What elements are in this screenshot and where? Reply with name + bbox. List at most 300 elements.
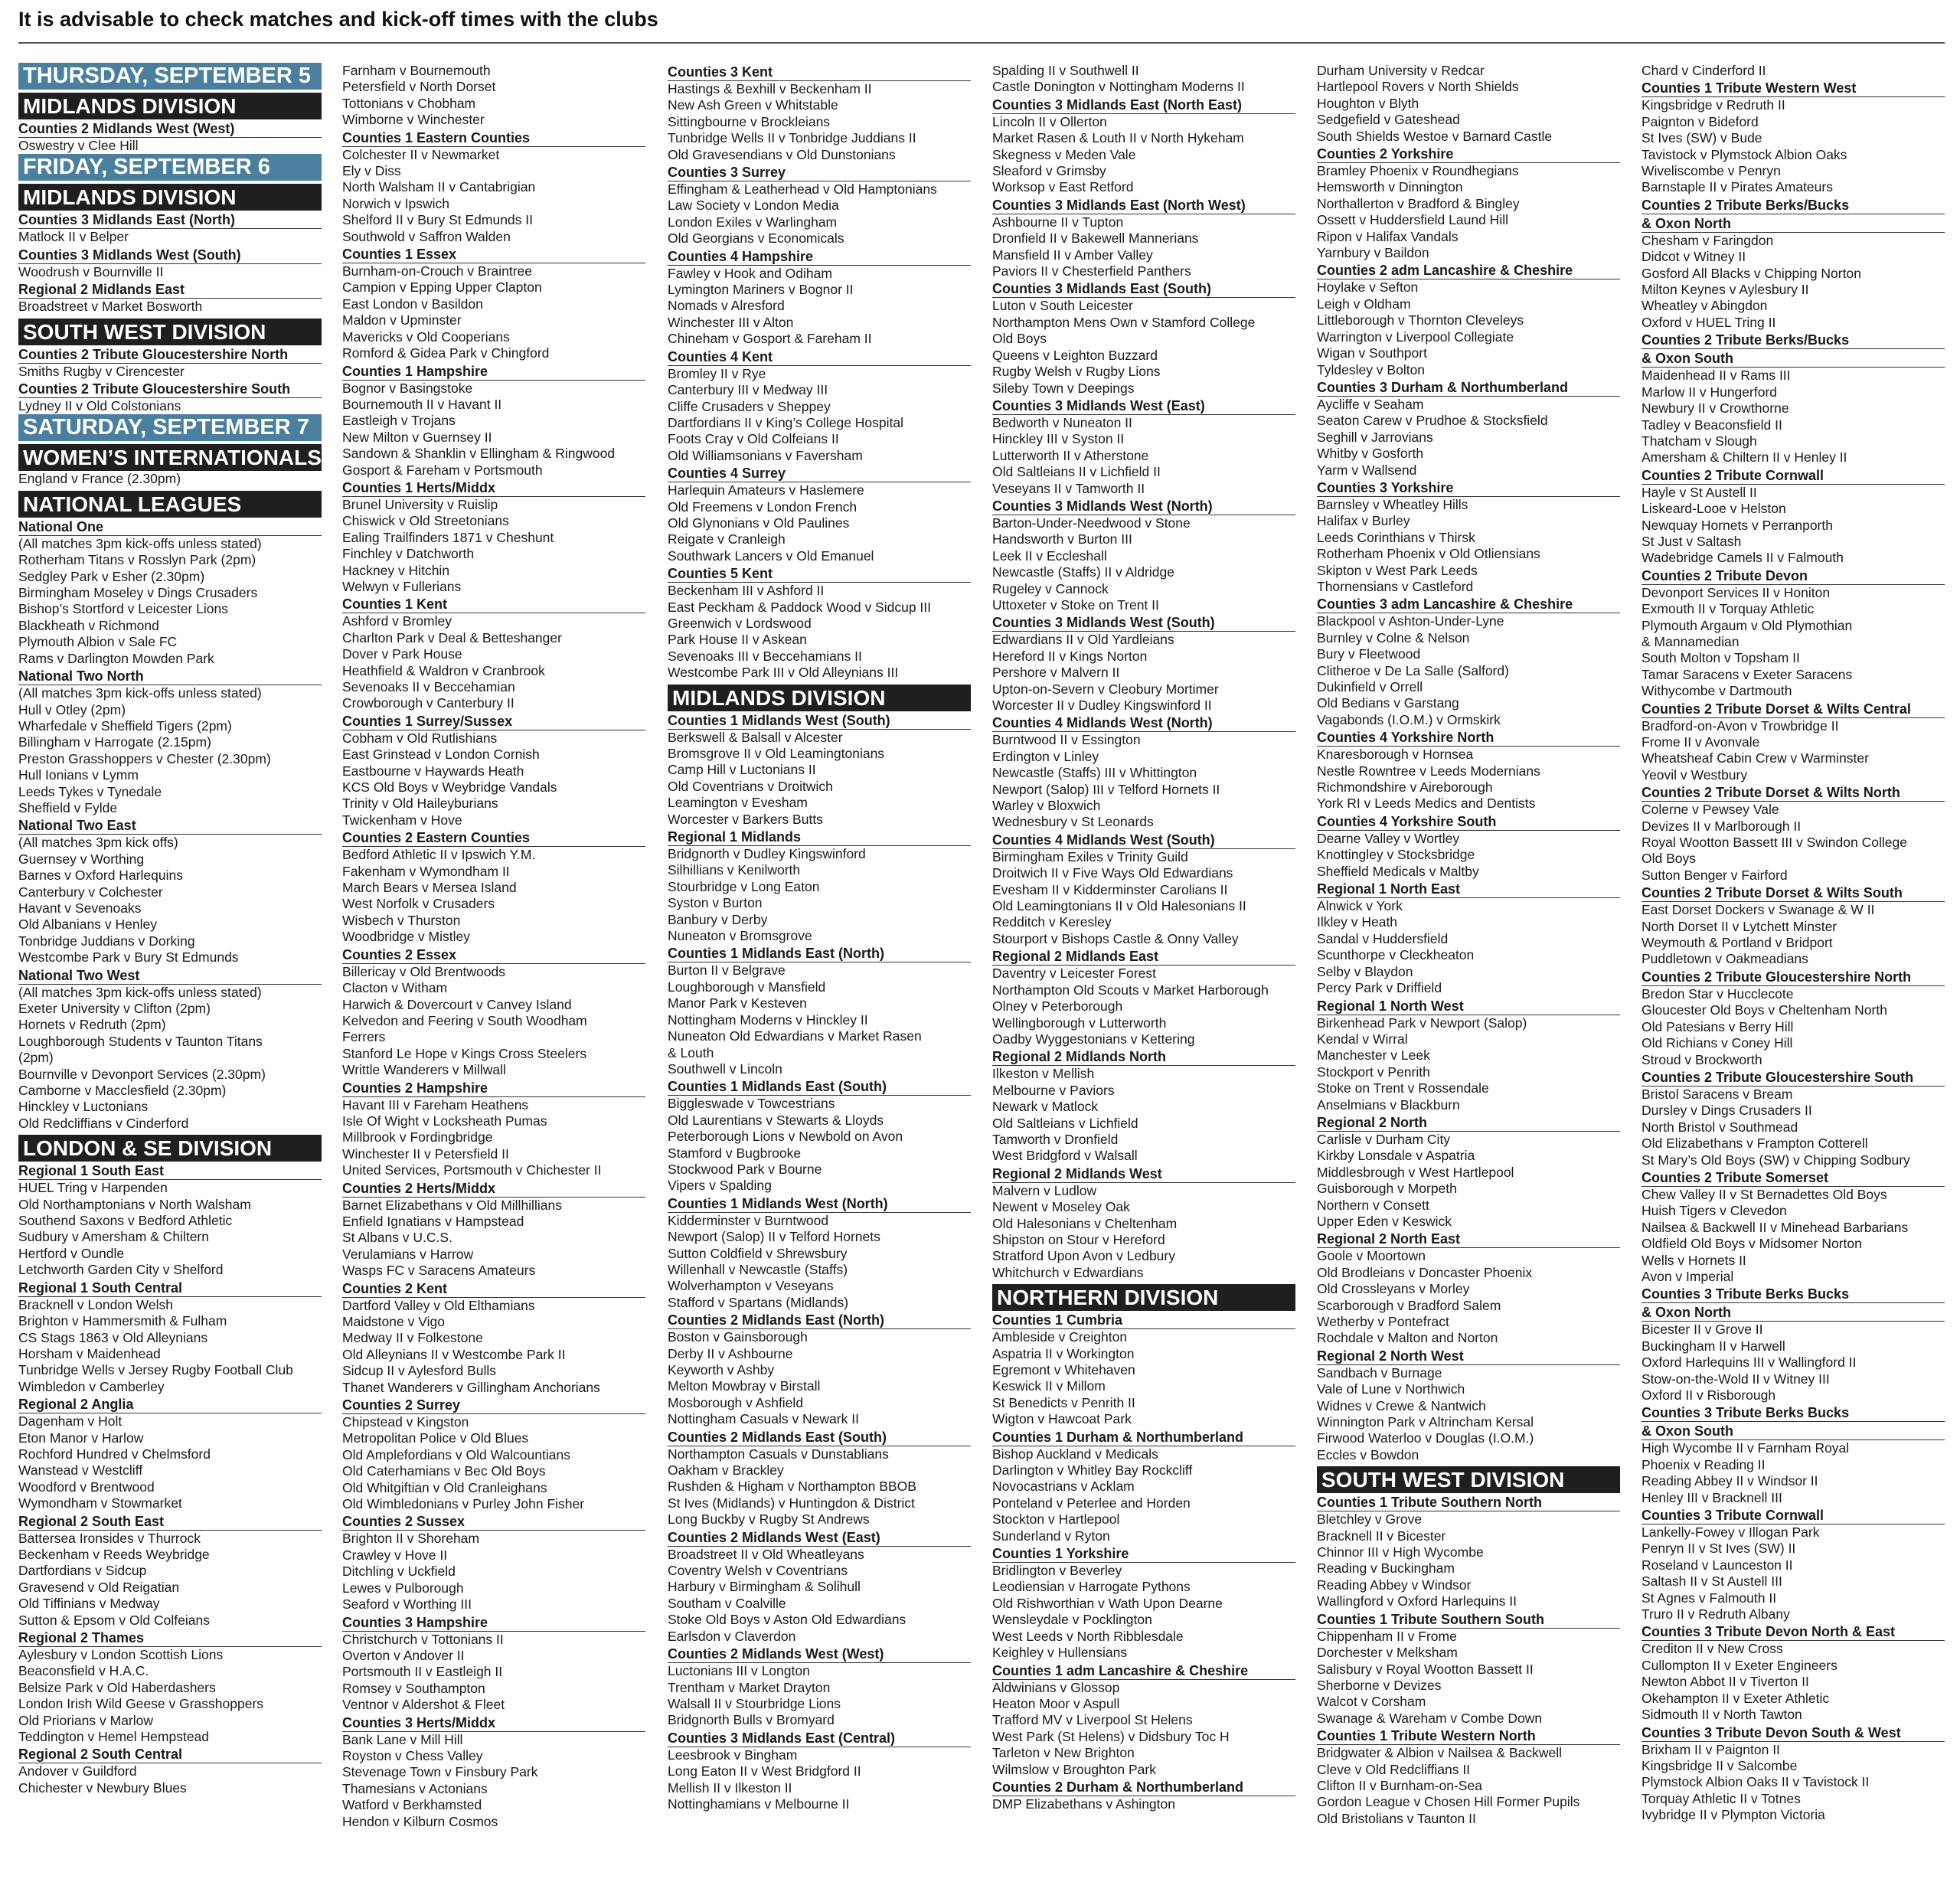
fixture-line: Whitchurch v Edwardians: [992, 1264, 1144, 1280]
fixture-line: Romsey v Southampton: [342, 1680, 485, 1696]
fixture-line: Old Alleynians II v Westcombe Park II: [342, 1346, 566, 1362]
fixture-line: Loughborough Students v Taunton Titans: [18, 1033, 263, 1049]
fixture-line: Kelvedon and Feering v South Woodham: [342, 1012, 587, 1028]
fixture-line: Nomads v Alresford: [668, 298, 785, 314]
fixtures-column-1: [18, 63, 322, 1874]
fixture-line: Puddletown v Oakmeadians: [1642, 951, 1808, 967]
fixture-line: Oswestry v Clee Hill: [18, 138, 139, 153]
fixture-line: Banbury v Derby: [668, 911, 768, 927]
fixture-line: Ilkley v Heath: [1317, 914, 1398, 930]
competition-heading: Counties 1 Midlands East (South): [668, 1079, 971, 1096]
fixture-line: Luctonians III v Longton: [668, 1663, 810, 1679]
fixture-line: Harbury v Birmingham & Solihull: [668, 1579, 861, 1595]
fixture-line: Keyworth v Ashby: [668, 1362, 775, 1377]
fixture-line: Rochdale v Malton and Norton: [1317, 1330, 1498, 1346]
fixture-line: Cobham v Old Rutlishians: [342, 730, 498, 746]
fixture-line: Amersham & Chiltern II v Henley II: [1642, 449, 1847, 466]
competition-heading: National Two West: [18, 968, 322, 985]
fixture-line: Tyldesley v Bolton: [1317, 361, 1426, 377]
fixture-line: Sutton & Epsom v Old Colfeians: [18, 1612, 210, 1628]
fixture-line: Paignton v Bideford: [1642, 113, 1759, 129]
fixture-line: Dartfordians v Sidcup: [18, 1563, 147, 1579]
competition-heading: Counties 1 Tribute Southern North: [1317, 1495, 1620, 1511]
fixture-line: Colchester II v Newmarket: [342, 146, 500, 162]
fixture-line: Droitwich II v Five Ways Old Edwardians: [992, 865, 1233, 881]
fixture-line: Sandown & Shanklin v Ellingham & Ringwood: [342, 446, 616, 462]
fixture-line: Goole v Moortown: [1317, 1248, 1426, 1264]
fixture-line: Southam v Coalville: [668, 1595, 786, 1611]
fixture-line: Maidenhead II v Rams III: [1642, 368, 1791, 384]
fixture-line: Novocastrians v Acklam: [992, 1479, 1135, 1495]
competition-heading: Counties 2 Tribute Somerset: [1642, 1170, 1945, 1187]
fixture-line: Law Society v London Media: [668, 198, 839, 214]
fixture-line: Trentham v Market Drayton: [668, 1679, 831, 1695]
fixture-line: Beckenham v Reeds Weybridge: [18, 1546, 210, 1562]
fixture-line: Stanford Le Hope v Kings Cross Steelers: [342, 1045, 587, 1061]
fixture-line: Halifax v Burley: [1317, 513, 1410, 529]
fixture-line: Farnham v Bournemouth: [342, 63, 491, 78]
fixture-line: Melbourne v Paviors: [992, 1082, 1115, 1098]
fixture-line: Wasps FC v Saracens Amateurs: [342, 1263, 536, 1279]
fixture-line: Upper Eden v Keswick: [1317, 1213, 1452, 1229]
fixture-line: Chipstead v Kingston: [342, 1414, 469, 1430]
fixture-line: London Exiles v Warlingham: [668, 214, 838, 230]
fixture-line: Ventnor v Aldershot & Fleet: [342, 1697, 505, 1713]
division-banner: LONDON & SE DIVISION: [18, 1135, 322, 1162]
fixture-line: Winchester III v Alton: [668, 314, 794, 330]
fixture-line: Oxford v HUEL Tring II: [1642, 314, 1776, 330]
fixture-line: Clitheroe v De La Salle (Salford): [1317, 662, 1509, 678]
fixture-line: Newport (Salop) II v Telford Hornets: [668, 1229, 880, 1245]
fixture-line: Broadstreet II v Old Wheatleyans: [668, 1546, 864, 1562]
fixture-line: Old Bedians v Garstang: [1317, 695, 1459, 711]
fixture-line: Isle Of Wight v Locksheath Pumas: [342, 1113, 547, 1129]
fixture-line: Sudbury v Amersham & Chiltern: [18, 1229, 209, 1245]
fixture-line: Bristol Saracens v Bream: [1642, 1086, 1793, 1102]
fixture-line: Smiths Rugby v Cirencester: [18, 363, 185, 379]
fixture-line: Southwell v Lincoln: [668, 1060, 782, 1077]
fixture-line: Barnsley v Wheatley Hills: [1317, 496, 1468, 512]
competition-heading: Counties 3 Durham & Northumberland: [1317, 380, 1620, 397]
fixture-line: London Irish Wild Geese v Grasshoppers: [18, 1696, 264, 1712]
fixture-line: Lincoln II v Ollerton: [992, 113, 1107, 129]
division-banner: MIDLANDS DIVISION: [668, 685, 971, 711]
fixture-line: Saltash II v St Austell III: [1642, 1573, 1782, 1590]
fixture-line: Heaton Moor v Aspull: [992, 1695, 1120, 1711]
competition-heading: Counties 1 Surrey/Sussex: [342, 714, 645, 730]
fixture-line: North Bristol v Southmead: [1642, 1119, 1798, 1135]
fixture-line: Redditch v Keresley: [992, 914, 1112, 930]
fixture-line: New Ash Green v Whitstable: [668, 97, 838, 113]
fixture-line: Bank Lane v Mill Hill: [342, 1731, 463, 1747]
fixture-line: England v France (2.30pm): [18, 471, 181, 487]
fixture-line: Chineham v Gosport & Fareham II: [668, 331, 872, 347]
fixture-line: Old Williamsonians v Faversham: [668, 447, 863, 463]
competition-heading: Counties 3 Midlands East (North): [18, 212, 322, 229]
fixture-line: Southwark Lancers v Old Emanuel: [668, 547, 874, 564]
fixture-line: Derby II v Ashbourne: [668, 1345, 793, 1361]
fixture-line: Charlton Park v Deal & Betteshanger: [342, 629, 562, 645]
fixture-line: Heathfield & Waldron v Cranbrook: [342, 662, 545, 678]
fixture-line: Uttoxeter v Stoke on Trent II: [992, 596, 1159, 613]
fixture-line: Greenwich v Lordswood: [668, 615, 812, 631]
competition-heading: & Oxon South: [1642, 351, 1945, 368]
competition-heading: Counties 2 Yorkshire: [1317, 146, 1620, 163]
fixture-line: Stockton v Hartlepool: [992, 1511, 1120, 1528]
fixture-line: Camborne v Macclesfield (2.30pm): [18, 1083, 227, 1099]
fixture-line: Beckenham III v Ashford II: [668, 583, 825, 599]
fixture-line: Bedford Athletic II v Ipswich Y.M.: [342, 847, 536, 863]
competition-heading: Counties 1 Cumbria: [992, 1312, 1295, 1329]
fixture-line: Plymouth Argaum v Old Plymothian: [1642, 617, 1853, 633]
fixture-line: North Walsham II v Cantabrigian: [342, 179, 536, 195]
fixture-line: Letchworth Garden City v Shelford: [18, 1262, 224, 1278]
fixture-line: Royston v Chess Valley: [342, 1747, 483, 1763]
fixture-line: Spalding II v Southwell II: [992, 63, 1139, 78]
competition-heading: Counties 1 Tribute Southern South: [1317, 1612, 1620, 1629]
fixture-line: Upton-on-Severn v Cleobury Mortimer: [992, 681, 1219, 697]
fixture-line: Old Boys: [1642, 851, 1696, 867]
fixture-line: Bridlington v Beverley: [992, 1563, 1122, 1579]
fixture-line: Paviors II v Chesterfield Panthers: [992, 263, 1191, 279]
fixture-line: Northallerton v Bradford & Bingley: [1317, 195, 1520, 211]
fixture-line: Bridgnorth Bulls v Bromyard: [668, 1712, 835, 1728]
fixture-line: Bedworth v Nuneaton II: [992, 414, 1132, 430]
fixture-line: Cleve v Old Redcliffians II: [1317, 1761, 1471, 1777]
fixture-line: Old Crossleyans v Morley: [1317, 1281, 1470, 1297]
fixture-line: Andover v Guildford: [18, 1763, 137, 1779]
fixture-line: Reigate v Cranleigh: [668, 531, 786, 547]
fixture-line: Market Rasen & Louth II v North Hykeham: [992, 130, 1244, 146]
competition-heading: Regional 2 Midlands East: [992, 949, 1295, 966]
fixture-line: Nottinghamians v Melbourne II: [668, 1796, 850, 1812]
fixture-line: West Norfolk v Crusaders: [342, 896, 495, 912]
fixture-line: Ponteland v Peterlee and Horden: [992, 1495, 1191, 1511]
fixture-line: Wheatsheaf Cabin Crew v Warminster: [1642, 750, 1869, 766]
fixture-line: Newark v Matlock: [992, 1099, 1099, 1115]
fixture-line: Crowborough v Canterbury II: [342, 695, 514, 711]
competition-heading: National Two East: [18, 818, 322, 835]
fixture-line: Wymondham v Stowmarket: [18, 1495, 182, 1511]
fixture-line: Yarnbury v Baildon: [1317, 245, 1429, 261]
fixture-line: Salisbury v Royal Wootton Bassett II: [1317, 1661, 1534, 1677]
fixture-line: Daventry v Leicester Forest: [992, 966, 1156, 982]
fixture-line: Vale of Lune v Northwich: [1317, 1381, 1465, 1397]
fixture-line: Blackheath v Richmond: [18, 617, 159, 633]
competition-heading: Counties 1 Durham & Northumberland: [992, 1430, 1295, 1446]
fixture-line: Trinity v Old Haileyburians: [342, 796, 498, 812]
fixture-line: Hemsworth v Dinnington: [1317, 179, 1463, 195]
competition-heading: Counties 2 Surrey: [342, 1397, 645, 1414]
division-banner: SOUTH WEST DIVISION: [18, 319, 322, 345]
fixture-line: Malvern v Ludlow: [992, 1182, 1097, 1198]
fixture-line: Chard v Cinderford II: [1642, 63, 1766, 78]
competition-heading: Regional 2 Midlands North: [992, 1049, 1295, 1066]
competition-heading: Counties 4 Yorkshire North: [1317, 730, 1620, 747]
fixture-line: Tarleton v New Brighton: [992, 1745, 1135, 1761]
fixture-line: Kingsbridge v Redruth II: [1642, 97, 1785, 113]
fixture-line: Bracknell v London Welsh: [18, 1296, 174, 1312]
fixture-line: Keighley v Hullensians: [992, 1645, 1128, 1661]
fixture-line: Stourport v Bishops Castle & Onny Valley: [992, 930, 1239, 946]
fixture-line: Finchley v Datchworth: [342, 546, 475, 562]
fixture-line: Bournville v Devonport Services (2.30pm): [18, 1066, 266, 1082]
fixture-line: Gosport & Fareham v Portsmouth: [342, 462, 543, 478]
competition-heading: Counties 4 Midlands West (North): [992, 715, 1295, 732]
fixture-line: Stamford v Bugbrooke: [668, 1145, 802, 1161]
fixture-line: Ealing Trailfinders 1871 v Cheshunt: [342, 529, 554, 545]
fixtures-column-5: [1317, 63, 1620, 1874]
fixture-line: Silhillians v Kenilworth: [668, 862, 801, 878]
competition-heading: Counties 3 Tribute Devon South & West: [1642, 1725, 1945, 1742]
fixture-line: Newent v Moseley Oak: [992, 1199, 1130, 1215]
fixture-line: Harlequin Amateurs v Haslemere: [668, 482, 864, 498]
fixture-line: Metropolitan Police v Old Blues: [342, 1430, 529, 1446]
fixture-line: Peterborough Lions v Newbold on Avon: [668, 1129, 903, 1145]
fixture-line: Aylesbury v London Scottish Lions: [18, 1647, 224, 1662]
fixture-line: Durham University v Redcar: [1317, 63, 1485, 78]
competition-heading: Counties 2 Tribute Dorset & Wilts South: [1642, 885, 1945, 902]
fixture-line: Park House II v Askean: [668, 632, 807, 648]
competition-heading: Counties 2 Tribute Gloucestershire South: [1642, 1070, 1945, 1087]
fixture-line: Sandbach v Burnage: [1317, 1364, 1442, 1381]
competition-heading: Counties 2 Hampshire: [342, 1080, 645, 1097]
fixture-line: Cliffe Crusaders v Sheppey: [668, 398, 831, 414]
fixture-line: Dagenham v Holt: [18, 1413, 122, 1430]
fixture-line: Egremont v Whitehaven: [992, 1362, 1135, 1377]
fixture-line: Rugby Welsh v Rugby Lions: [992, 364, 1161, 380]
fixture-line: Sevenoaks II v Beccehamian: [342, 679, 515, 694]
fixture-line: Leamington v Evesham: [668, 795, 808, 811]
fixture-line: Colerne v Pewsey Vale: [1642, 802, 1779, 818]
fixture-line: Sutton Coldfield v Shrewsbury: [668, 1245, 848, 1261]
fixture-line: Nuneaton Old Edwardians v Market Rasen: [668, 1028, 922, 1044]
competition-heading: Regional 2 North East: [1317, 1231, 1620, 1248]
fixture-line: Effingham & Leatherhead v Old Hamptonians: [668, 181, 937, 198]
fixture-line: Old Amplefordians v Old Walcountians: [342, 1446, 570, 1462]
fixture-line: Clacton v Witham: [342, 980, 448, 996]
fixture-line: Billingham v Harrogate (2.15pm): [18, 734, 211, 750]
division-banner: NORTHERN DIVISION: [992, 1284, 1295, 1311]
fixture-line: Old Bristolians v Taunton II: [1317, 1810, 1476, 1826]
fixture-line: Yeovil v Westbury: [1642, 766, 1748, 783]
fixture-line: Liskeard-Looe v Helston: [1642, 501, 1786, 517]
fixture-line: Bletchley v Grove: [1317, 1511, 1423, 1528]
fixture-line: North Dorset II v Lytchett Minster: [1642, 918, 1838, 934]
fixture-line: Christchurch v Tottonians II: [342, 1631, 504, 1647]
fixture-line: Hackney v Hitchin: [342, 562, 450, 578]
fixture-line: Vagabonds (I.O.M.) v Ormskirk: [1317, 711, 1501, 727]
fixture-line: Walcot v Corsham: [1317, 1694, 1426, 1710]
fixture-line: Old Glynonians v Old Paulines: [668, 515, 850, 531]
competition-heading: Counties 2 Kent: [342, 1281, 645, 1298]
fixture-line: Overton v Andover II: [342, 1647, 465, 1663]
fixture-line: Skipton v West Park Leeds: [1317, 562, 1478, 578]
header-rule: [18, 42, 1945, 44]
fixture-line: Rams v Darlington Mowden Park: [18, 650, 214, 666]
fixture-line: Walsall II v Stourbridge Lions: [668, 1695, 841, 1711]
fixture-line: Bishop Auckland v Medicals: [992, 1446, 1158, 1462]
fixture-line: Old Elizabethans v Frampton Cotterell: [1642, 1136, 1868, 1152]
fixture-line: Brighton II v Shoreham: [342, 1531, 479, 1547]
fixture-line: Reading Abbey II v Windsor II: [1642, 1473, 1818, 1489]
fixture-line: New Milton v Guernsey II: [342, 429, 492, 445]
competition-heading: Counties 2 Tribute Dorset & Wilts Central: [1642, 701, 1945, 718]
competition-heading: Counties 3 Midlands West (South): [18, 247, 322, 264]
division-banner: WOMEN’S INTERNATIONALS: [18, 444, 322, 471]
fixture-line: Wadebridge Camels II v Falmouth: [1642, 550, 1844, 566]
fixture-line: St Ives (Midlands) v Huntingdon & District: [668, 1495, 915, 1511]
fixture-line: Sheffield v Fylde: [18, 799, 118, 815]
fixture-line: Wigton v Hawcoat Park: [992, 1411, 1132, 1427]
fixture-line: Old Coventrians v Droitwich: [668, 778, 833, 794]
fixture-line: Stourbridge v Long Eaton: [668, 878, 820, 894]
fixture-line: Veseyans II v Tamworth II: [992, 480, 1145, 496]
fixture-line: Norwich v Ipswich: [342, 195, 450, 211]
fixture-line: Sunderland v Ryton: [992, 1528, 1110, 1544]
competition-heading: Counties 3 Midlands East (South): [992, 281, 1295, 298]
fixture-line: Portsmouth II v Eastleigh II: [342, 1664, 503, 1680]
fixtures-column-6: [1642, 63, 1945, 1874]
fixture-line: Aycliffe v Seaham: [1317, 396, 1424, 412]
fixture-line: Worksop v East Retford: [992, 179, 1134, 195]
division-banner: MIDLANDS DIVISION: [18, 184, 322, 211]
fixture-line: Exeter University v Clifton (2pm): [18, 1001, 211, 1016]
fixture-line: Ferrers: [342, 1029, 386, 1045]
competition-heading: Counties 2 Tribute Dorset & Wilts North: [1642, 785, 1945, 802]
fixture-line: Sittingbourne v Brockleians: [668, 113, 831, 129]
competition-heading: Counties 4 Hampshire: [668, 249, 971, 266]
fixture-line: Hereford II v Kings Norton: [992, 648, 1148, 664]
fixture-line: Old Leamingtonians II v Old Halesonians II: [992, 898, 1246, 914]
competition-heading: Counties 3 adm Lancashire & Cheshire: [1317, 596, 1620, 613]
competition-heading: Counties 1 Midlands East (North): [668, 946, 971, 962]
fixture-line: Hayle v St Austell II: [1642, 484, 1757, 500]
competition-heading: Regional 2 North West: [1317, 1348, 1620, 1365]
fixture-line: Phoenix v Reading II: [1642, 1456, 1766, 1472]
competition-heading: Counties 5 Kent: [668, 566, 971, 583]
competition-heading: Counties 3 Kent: [668, 64, 971, 81]
date-banner: FRIDAY, SEPTEMBER 6: [18, 154, 322, 181]
fixture-line: Matlock II v Belper: [18, 229, 129, 245]
fixture-line: Bramley Phoenix v Roundhegians: [1317, 163, 1519, 179]
fixture-line: & Louth: [668, 1044, 714, 1060]
competition-heading: Counties 2 Tribute Gloucestershire North: [18, 347, 322, 364]
fixture-line: Battersea Ironsides v Thurrock: [18, 1530, 201, 1546]
fixture-line: Wigan v Southport: [1317, 345, 1427, 361]
date-banner: THURSDAY, SEPTEMBER 5: [18, 63, 322, 90]
competition-heading: Counties 1 Kent: [342, 596, 645, 613]
fixture-line: Bracknell II v Bicester: [1317, 1528, 1446, 1544]
fixture-line: Welwyn v Fullerians: [342, 578, 462, 594]
fixture-line: Nottingham Casuals v Newark II: [668, 1411, 859, 1427]
fixture-line: Shipston on Stour v Hereford: [992, 1231, 1165, 1247]
fixture-line: Wimborne v Winchester: [342, 112, 485, 128]
fixture-line: Melton Mowbray v Birstall: [668, 1378, 821, 1394]
competition-heading: Counties 3 Midlands East (North West): [992, 198, 1295, 214]
fixture-line: Woodrush v Bournville II: [18, 263, 164, 279]
fixture-line: Darlington v Whitley Bay Rockcliff: [992, 1462, 1193, 1479]
competition-heading: Counties 2 Tribute Devon: [1642, 568, 1945, 585]
fixture-line: Hertford v Oundle: [18, 1245, 125, 1261]
fixture-line: Newbury II v Crowthorne: [1642, 400, 1789, 417]
fixture-line: West Park (St Helens) v Didsbury Toc H: [992, 1728, 1230, 1744]
fixture-line: Keswick II v Millom: [992, 1378, 1106, 1394]
fixture-line: Chiswick v Old Streetonians: [342, 513, 509, 529]
fixture-line: York RI v Leeds Medics and Dentists: [1317, 796, 1536, 812]
competition-heading: Counties 3 Hampshire: [342, 1615, 645, 1632]
fixture-line: Dukinfield v Orrell: [1317, 679, 1423, 694]
fixture-line: Horsham v Maidenhead: [18, 1345, 161, 1361]
fixture-line: Chichester v Newbury Blues: [18, 1779, 187, 1796]
fixture-line: Tamworth v Dronfield: [992, 1131, 1119, 1147]
fixture-line: Burnley v Colne & Nelson: [1317, 629, 1470, 645]
fixture-line: West Leeds v North Ribblesdale: [992, 1628, 1184, 1644]
fixture-line: Withycombe v Dartmouth: [1642, 683, 1792, 699]
fixture-line: Northampton Casuals v Dunstablians: [668, 1446, 889, 1462]
competition-heading: Counties 2 Midlands East (South): [668, 1430, 971, 1446]
fixture-line: & Mannamedian: [1642, 633, 1740, 649]
fixture-line: Didcot v Witney II: [1642, 249, 1746, 265]
fixture-line: Weymouth & Portland v Bridport: [1642, 935, 1833, 951]
fixture-line: (All matches 3pm kick-offs unless stated): [18, 535, 262, 551]
fixture-line: Burnham-on-Crouch v Braintree: [342, 263, 533, 279]
fixture-line: Newcastle (Staffs) II v Aldridge: [992, 564, 1174, 580]
fixture-line: Leek II v Eccleshall: [992, 547, 1107, 564]
fixture-line: (All matches 3pm kick-offs unless stated): [18, 685, 262, 701]
fixture-line: Guisborough v Morpeth: [1317, 1181, 1457, 1197]
fixture-line: Old Gravesendians v Old Dunstonians: [668, 146, 896, 162]
fixture-line: Woodbridge v Mistley: [342, 929, 470, 945]
fixture-line: Sileby Town v Deepings: [992, 380, 1135, 396]
fixture-line: Lydney II v Old Colstonians: [18, 398, 181, 414]
fixture-line: Vipers v Spalding: [668, 1178, 772, 1194]
page-headline: It is advisable to check matches and kick-off times with the clubs: [18, 8, 658, 31]
competition-heading: Counties 2 Sussex: [342, 1514, 645, 1531]
fixture-line: Birkenhead Park v Newport (Salop): [1317, 1015, 1527, 1031]
fixture-line: Anselmians v Blackburn: [1317, 1096, 1460, 1113]
fixture-line: Newton Abbot II v Tiverton II: [1642, 1674, 1809, 1690]
fixture-line: Bradford-on-Avon v Trowbridge II: [1642, 717, 1839, 734]
competition-heading: Counties 3 Midlands West (North): [992, 498, 1295, 515]
fixture-line: Stockwood Park v Bourne: [668, 1161, 822, 1177]
fixture-line: Lewes v Pulborough: [342, 1580, 464, 1596]
fixture-line: Gravesend v Old Reigatian: [18, 1579, 180, 1595]
fixture-line: Stoke Old Boys v Aston Old Edwardians: [668, 1612, 906, 1628]
fixture-line: Mavericks v Old Cooperians: [342, 328, 510, 345]
fixture-line: Mosborough v Ashfield: [668, 1394, 804, 1410]
fixture-line: Richmondshire v Aireborough: [1317, 779, 1493, 796]
fixture-line: Maidstone v Vigo: [342, 1314, 445, 1329]
fixture-line: Old Whitgiftian v Old Cranleighans: [342, 1479, 547, 1495]
fixture-line: Old Wimbledonians v Purley John Fisher: [342, 1496, 585, 1512]
fixture-line: Pershore v Malvern II: [992, 665, 1120, 681]
fixture-line: Nuneaton v Bromsgrove: [668, 928, 812, 944]
fixture-line: Old Boys: [992, 331, 1047, 347]
fixture-line: Devonport Services II v Honiton: [1642, 584, 1831, 600]
competition-heading: Counties 2 Midlands West (East): [668, 1530, 971, 1547]
fixture-line: Wednesbury v St Leonards: [992, 814, 1154, 830]
fixture-line: Hinckley v Luctonians: [18, 1099, 149, 1115]
competition-heading: Counties 3 Yorkshire: [1317, 480, 1620, 497]
fixture-line: Sherborne v Devizes: [1317, 1677, 1442, 1693]
fixture-line: Fakenham v Wymondham II: [342, 863, 510, 879]
fixture-line: Writtle Wanderers v Millwall: [342, 1062, 506, 1078]
fixture-line: Castle Donington v Nottingham Moderns II: [992, 79, 1245, 95]
fixture-line: Yarm v Wallsend: [1317, 462, 1417, 478]
fixture-line: Wolverhampton v Veseyans: [668, 1278, 834, 1294]
fixture-line: Scunthorpe v Cleckheaton: [1317, 947, 1475, 963]
